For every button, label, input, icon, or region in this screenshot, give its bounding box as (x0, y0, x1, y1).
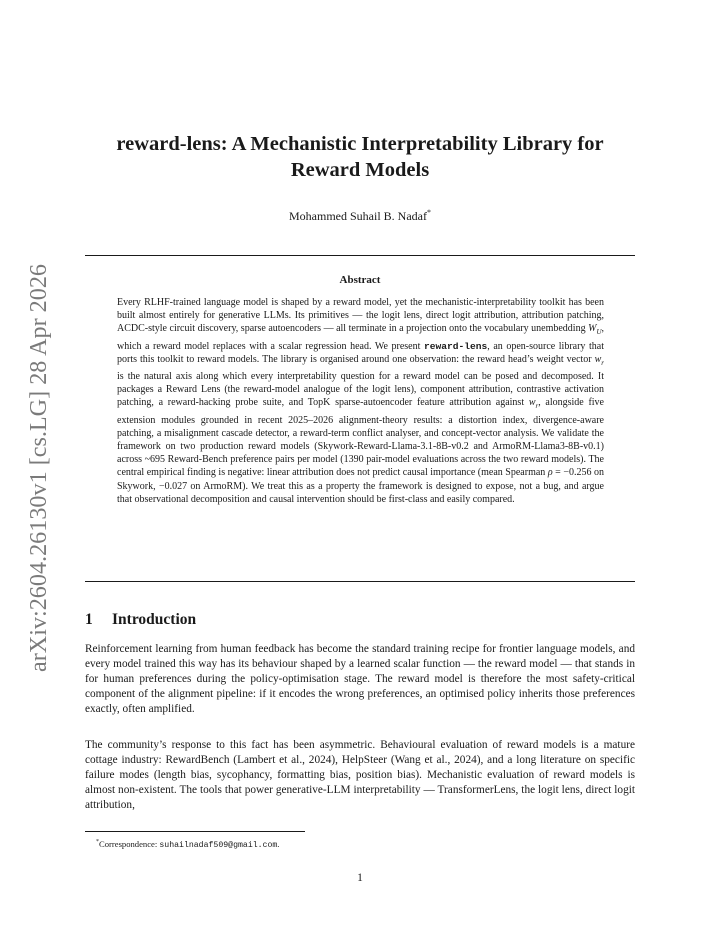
footnote-rule (85, 831, 305, 832)
footnote: *Correspondence: suhailnadaf509@gmail.com. (96, 838, 280, 850)
arxiv-identifier (8, 262, 56, 672)
arxiv-identifier-text: arXiv:2604.26130v1 [cs.LG] 28 Apr 2026 (26, 266, 52, 672)
abstract-bottom-rule (85, 581, 635, 582)
author-name: Mohammed Suhail B. Nadaf (289, 209, 427, 223)
abstract-heading: Abstract (339, 274, 381, 286)
correspondence-email[interactable]: suhailnadaf509@gmail.com (159, 840, 278, 850)
abstract-body: Every RLHF-trained language model is shaped by a reward model, yet the mechanistic-interpretability toolkit has been built almost entirely for generative LLMs. Its primitives — the logit lens, direct logit attribution, attribution patching, ACDC-style circuit discovery, sparse autoencoders — all terminate in a projection onto the vocabulary unembedding $W_U$, which a reward model replaces with a scalar regression head. We present reward-lens, an open-source library that ports this toolkit to reward models. The library is organised around one observation: the reward head’s weight vector $w_r$ is the natural axis along which every interpretability question for a reward model can be posed and decomposed. It packages a Reward Lens (the reward-model analogue of the logit lens), component attribution, contrastive activation patching, a reward-hacking probe suite, and TopK sparse-autoencoder feature attribution against $w_r$, alongside five extension modules grounded in recent 2025–2026 alignment-theory results: a distortion index, divergence-aware patching, a misalignment cascade detector, a reward-term conflict analyser, and concept-vector analysis. We validate the framework on two production reward models (Skywork-Reward-Llama-3.1-8B-v0.2 and ArmoRM-Llama3-8B-v0.1) across ~695 Reward-Bench preference pairs per model (1390 pair-model evaluations across the two reward models). The central empirical finding is negative: linear attribution does not predict causal importance (mean Spearman ρ = −0.256 on Skywork, −0.027 on ArmoRM). We treat this as a property the framework is designed to expose, not a bug, and argue that observational decomposition and causal intervention should be first-class and easily compared. (117, 297, 604, 505)
library-name: reward-lens (423, 340, 488, 352)
intro-paragraph-2: The community’s response to this fact has been asymmetric. Behavioural evaluation of reward models is a mature cottage industry: RewardBench (Lambert et al., 2024), HelpSteer (Wang et al., 2024), and a long literature on specific failure modes (length bias, sycophancy, formatting bias, position bias). Mechanistic evaluation of reward models is almost non-existent. The tools that power generative-LLM interpretability — TransformerLens, the logit lens, direct logit attribution, (85, 739, 635, 812)
page-number: 1 (357, 872, 363, 884)
section-title: Introduction (112, 611, 197, 628)
author-footnote-mark: * (426, 208, 431, 217)
section-number: 1 (85, 611, 93, 628)
paper-title: reward-lens: A Mechanistic Interpretability Library for Reward Models (116, 133, 604, 181)
intro-paragraph-1: Reinforcement learning from human feedback has become the standard training recipe for frontier language models, and every model trained this way has its behaviour shaped by a learned scalar function — the reward model — that stands in for human preferences during the policy-optimisation stage. The reward model is therefore the most safety-critical component of the alignment pipeline: if it encodes the wrong preferences, an optimised policy inherits those preferences exactly, often amplified. (85, 643, 635, 716)
abstract-top-rule (85, 255, 635, 256)
footnote-mark: * (96, 839, 99, 845)
author-line (80, 205, 640, 224)
section-heading (85, 610, 196, 630)
